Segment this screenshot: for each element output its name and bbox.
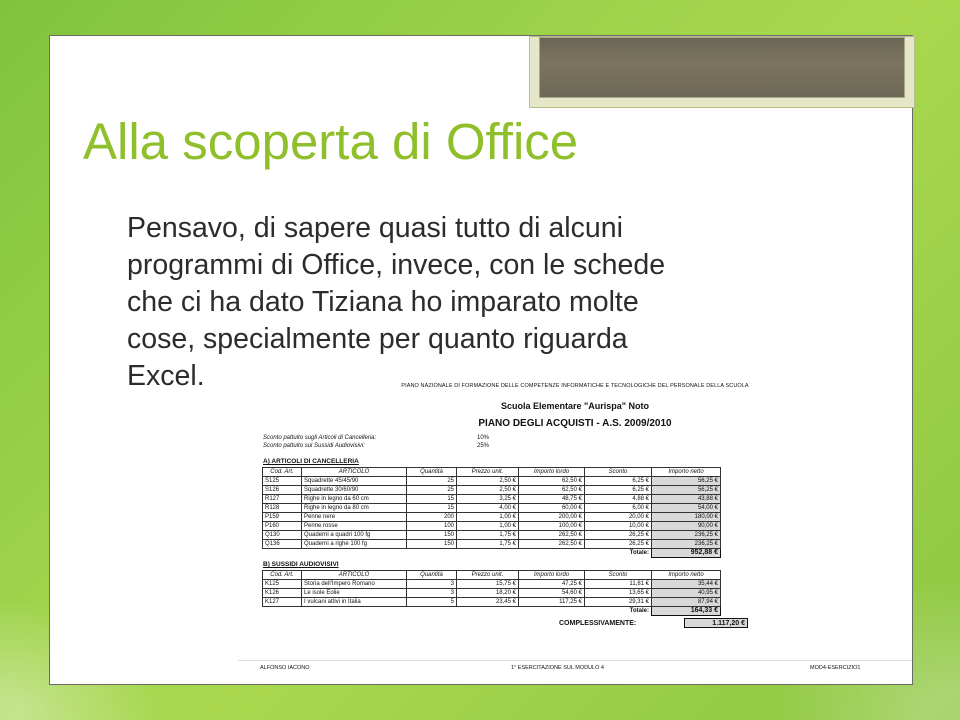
table-cell: 18,20 €: [457, 589, 519, 598]
table-cell: 26,25 €: [585, 531, 652, 540]
column-header: Importo netto: [652, 571, 721, 580]
table-cell: 6,25 €: [585, 486, 652, 495]
table-cell: 2,50 €: [457, 477, 519, 486]
table-cell: 262,50 €: [519, 531, 585, 540]
table-cell: 2,50 €: [457, 486, 519, 495]
table-cell: 43,88 €: [652, 495, 721, 504]
table-cell: Quaderni a righe 100 fg: [302, 540, 407, 549]
table-articoli-cancelleria: [262, 467, 721, 558]
discount-label-sussidi: Sconto pattuito sui Sussidi Audiovisivi:: [263, 443, 365, 449]
table-cell: K126: [263, 589, 302, 598]
column-header: Quantità: [407, 468, 457, 477]
table-cell: K125: [263, 580, 302, 589]
sheet-header-title: PIANO DEGLI ACQUISTI - A.S. 2009/2010: [478, 418, 672, 429]
table-cell: Squadrette 30/60/90: [302, 486, 407, 495]
table-cell: R127: [263, 495, 302, 504]
table-cell: 4,00 €: [457, 504, 519, 513]
table-cell: Penne nere: [302, 513, 407, 522]
table-row: [263, 580, 721, 589]
table-cell: 20,00 €: [585, 513, 652, 522]
table-cell: Le isole Eolie: [302, 589, 407, 598]
table-cell: 200: [407, 513, 457, 522]
section-b-title: B) SUSSIDI AUDIOVISIVI: [263, 561, 339, 568]
total-value: 952,88 €: [652, 549, 721, 558]
table-cell: 180,00 €: [652, 513, 721, 522]
table-cell: 236,25 €: [652, 540, 721, 549]
table-cell: 6,25 €: [585, 477, 652, 486]
table-cell: 11,81 €: [585, 580, 652, 589]
table-row: [263, 540, 721, 549]
table-cell: 1,75 €: [457, 531, 519, 540]
table-cell: 54,60 €: [519, 589, 585, 598]
table-row: [263, 504, 721, 513]
table-cell: 100: [407, 522, 457, 531]
table-cell: Q136: [263, 540, 302, 549]
table-cell: Quaderni a quadri 100 fg: [302, 531, 407, 540]
sheet-header-program: PIANO NAZIONALE DI FORMAZIONE DELLE COMPETENZE INFORMATICHE E TECNOLOGICHE DEL PERSONALE DELLA SCUOLA: [401, 383, 749, 389]
table-cell: 6,00 €: [585, 504, 652, 513]
grand-total-value: 1.117,20 €: [684, 618, 748, 628]
table-cell: 15,75 €: [457, 580, 519, 589]
table-row: [263, 477, 721, 486]
table-cell: 56,25 €: [652, 486, 721, 495]
table-cell: 25: [407, 477, 457, 486]
table-sussidi-audiovisivi: [262, 570, 721, 616]
table-cell: 60,00 €: [519, 504, 585, 513]
table-cell: 47,25 €: [519, 580, 585, 589]
table-cell: 15: [407, 504, 457, 513]
table-cell: 23,45 €: [457, 598, 519, 607]
total-label: Totale:: [629, 608, 649, 615]
column-header: Quantità: [407, 571, 457, 580]
column-header: Sconto: [585, 571, 652, 580]
table-cell: 3: [407, 589, 457, 598]
footer-author: ALFONSO IACONO: [260, 665, 310, 671]
table-cell: 236,25 €: [652, 531, 721, 540]
table-cell: 13,65 €: [585, 589, 652, 598]
table-cell: I vulcani attivi in Italia: [302, 598, 407, 607]
table-cell: 4,88 €: [585, 495, 652, 504]
column-header: Importo lordo: [519, 571, 585, 580]
column-header: Cod. Art.: [263, 468, 302, 477]
table-row: [263, 495, 721, 504]
table-cell: 10,00 €: [585, 522, 652, 531]
section-a-title: A) ARTICOLI DI CANCELLERIA: [263, 458, 359, 465]
total-value: 164,33 €: [652, 607, 721, 616]
column-header: Prezzo unit.: [457, 571, 519, 580]
table-row: [263, 486, 721, 495]
table-cell: S126: [263, 486, 302, 495]
table-cell: 56,25 €: [652, 477, 721, 486]
table-cell: 40,95 €: [652, 589, 721, 598]
table-cell: 54,00 €: [652, 504, 721, 513]
column-header: Cod. Art.: [263, 571, 302, 580]
table-header-row: [263, 571, 721, 580]
footer-exercise: 1° ESERCITAZIONE SUL MODULO 4: [511, 665, 604, 671]
slide-title: Alla scoperta di Office: [83, 113, 579, 170]
total-row: [263, 549, 721, 558]
table-cell: Penne rosse: [302, 522, 407, 531]
grand-total-label: COMPLESSIVAMENTE:: [559, 620, 637, 627]
table-cell: 62,50 €: [519, 486, 585, 495]
table-cell: 90,00 €: [652, 522, 721, 531]
footer-divider: [238, 660, 912, 661]
table-cell: 3: [407, 580, 457, 589]
table-cell: S125: [263, 477, 302, 486]
discount-value-sussidi: 25%: [477, 443, 490, 449]
table-cell: 5: [407, 598, 457, 607]
table-cell: Q130: [263, 531, 302, 540]
table-cell: 1,00 €: [457, 513, 519, 522]
table-row: [263, 598, 721, 607]
table-cell: 1,75 €: [457, 540, 519, 549]
table-cell: P160: [263, 522, 302, 531]
total-label: Totale:: [629, 550, 649, 557]
table-cell: 117,25 €: [519, 598, 585, 607]
table-cell: 100,00 €: [519, 522, 585, 531]
table-row: [263, 522, 721, 531]
discount-label-cancelleria: Sconto pattuito sugli Articoli di Cancelleria:: [263, 435, 377, 441]
column-header: Importo netto: [652, 468, 721, 477]
table-cell: Squadrette 45/45/90: [302, 477, 407, 486]
table-cell: 3,25 €: [457, 495, 519, 504]
table-cell: 15: [407, 495, 457, 504]
table-cell: R128: [263, 504, 302, 513]
column-header: ARTICOLO: [302, 468, 407, 477]
table-cell: 26,25 €: [585, 540, 652, 549]
table-cell: 200,00 €: [519, 513, 585, 522]
table-cell: Righe in legno da 80 cm: [302, 504, 407, 513]
table-cell: Righe in legno da 60 cm: [302, 495, 407, 504]
decorative-tab: [529, 36, 915, 108]
column-header: ARTICOLO: [302, 571, 407, 580]
table-row: [263, 531, 721, 540]
table-cell: P159: [263, 513, 302, 522]
discount-value-cancelleria: 10%: [477, 435, 490, 441]
sheet-header-school: Scuola Elementare "Aurispa" Noto: [500, 401, 650, 411]
table-cell: 29,31 €: [585, 598, 652, 607]
table-cell: 35,44 €: [652, 580, 721, 589]
column-header: Prezzo unit.: [457, 468, 519, 477]
table-cell: 262,50 €: [519, 540, 585, 549]
table-cell: Storia dell'Impero Romano: [302, 580, 407, 589]
column-header: Importo lordo: [519, 468, 585, 477]
column-header: Sconto: [585, 468, 652, 477]
table-cell: 87,94 €: [652, 598, 721, 607]
table-cell: 150: [407, 531, 457, 540]
table-row: [263, 589, 721, 598]
table-header-row: [263, 468, 721, 477]
slide-body-text: Pensavo, di sapere quasi tutto di alcuni programmi di Office, invece, con le schede che ci ha dato Tiziana ho imparato molte cose, specialmente per quanto riguarda Excel.: [127, 212, 666, 392]
table-cell: 150: [407, 540, 457, 549]
table-cell: 48,75 €: [519, 495, 585, 504]
total-row: [263, 607, 721, 616]
table-cell: 1,00 €: [457, 522, 519, 531]
table-cell: K127: [263, 598, 302, 607]
spreadsheet-image: [238, 378, 912, 684]
table-row: [263, 513, 721, 522]
table-cell: 62,50 €: [519, 477, 585, 486]
footer-code: MOD4-ESERCIZIO1: [810, 665, 861, 671]
table-cell: 25: [407, 486, 457, 495]
